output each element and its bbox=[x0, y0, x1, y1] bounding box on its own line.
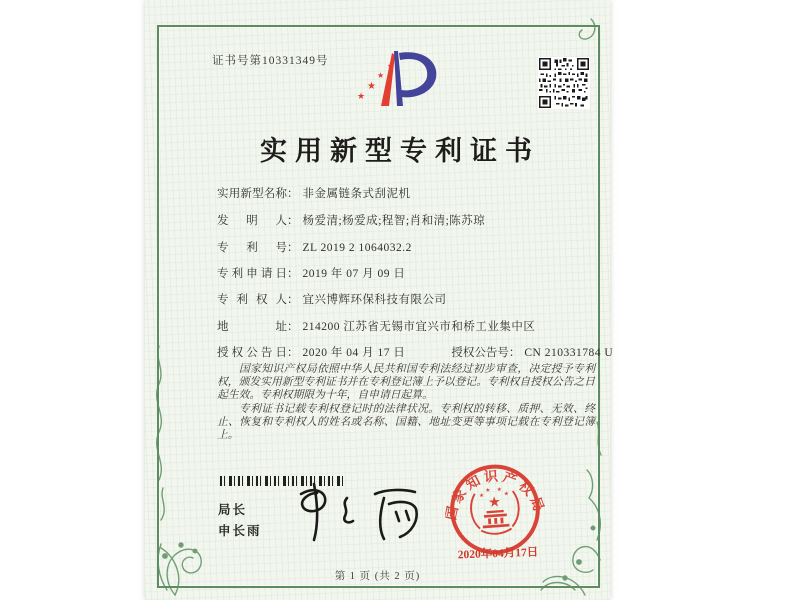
field-label: 实用新型名称 bbox=[217, 188, 287, 200]
legal-text bbox=[217, 363, 595, 442]
cnipa-logo-icon bbox=[355, 46, 447, 112]
svg-text:★: ★ bbox=[485, 487, 491, 495]
svg-text:★: ★ bbox=[496, 486, 503, 494]
field-value: 杨爱清;杨爱成;程智;肖和清;陈苏琼 bbox=[302, 215, 486, 227]
seal-date: 2020年04月17日 bbox=[457, 546, 539, 562]
signer-title: 局长 bbox=[218, 502, 248, 517]
field-row-address: 地址： 214200 江苏省无锡市宜兴市和桥工业集中区 bbox=[217, 318, 597, 334]
qr-code bbox=[538, 57, 590, 109]
svg-text:★: ★ bbox=[387, 62, 394, 70]
field-label: 授权公告号 bbox=[451, 347, 509, 359]
field-label: 专利申请日 bbox=[217, 268, 287, 280]
field-value: 2019 年 07 月 09 日 bbox=[302, 268, 406, 280]
svg-text:★: ★ bbox=[367, 81, 376, 92]
field-row-filing-date: 专利申请日： 2019 年 07 月 09 日 bbox=[217, 265, 597, 281]
svg-text:★: ★ bbox=[357, 91, 366, 101]
field-value: ZL 2019 2 1064032.2 bbox=[302, 242, 412, 254]
field-row-grant bbox=[217, 344, 614, 360]
body-paragraph: 国家知识产权局依照中华人民共和国专利法经过初步审查，决定授予专利权，颁发实用新型专利证书并在专利登记簿上予以登记。专利权自授权公告之日起生效。专利权期限为十年，自申请日起算。 bbox=[217, 363, 595, 402]
field-value: 宜兴博辉环保科技有限公司 bbox=[302, 294, 447, 306]
grant-no-group: 授权公告号： CN 210331784 U bbox=[451, 347, 614, 359]
seal-text: 国家知识产权局 bbox=[443, 468, 548, 522]
national-emblem-icon bbox=[470, 485, 521, 536]
svg-text:★: ★ bbox=[478, 492, 485, 500]
page-footer: 第 1 页 (共 2 页) bbox=[334, 571, 421, 582]
field-label: 发明人 bbox=[217, 215, 287, 227]
svg-text:★: ★ bbox=[381, 97, 389, 106]
field-value: 2020 年 04 月 17 日 bbox=[302, 347, 406, 359]
document-page bbox=[145, 0, 614, 600]
field-label: 地址 bbox=[217, 321, 287, 333]
field-row-inventors: 发明人： 杨爱清;杨爱成;程智;肖和清;陈苏琼 bbox=[217, 212, 597, 228]
field-value: CN 210331784 U bbox=[524, 347, 614, 359]
svg-text:★: ★ bbox=[487, 494, 502, 512]
grant-date-group: 授权公告日： 2020 年 04 月 17 日 bbox=[217, 347, 405, 359]
field-label: 专利号 bbox=[217, 242, 287, 254]
signature-icon bbox=[283, 478, 428, 548]
svg-text:★: ★ bbox=[503, 491, 510, 498]
body-paragraph: 专利证书记载专利权登记时的法律状况。专利权的转移、质押、无效、终止、恢复和专利权人的姓名或名称、国籍、地址变更等事项记载在专利登记簿上。 bbox=[217, 402, 595, 442]
field-value: 214200 江苏省无锡市宜兴市和桥工业集中区 bbox=[302, 321, 536, 333]
signer-name: 申长雨 bbox=[218, 523, 262, 538]
svg-text:国家知识产权局 bbox=[442, 464, 548, 522]
field-value: 非金属链条式刮泥机 bbox=[302, 188, 411, 200]
signer-block bbox=[218, 499, 262, 541]
certificate-title: 实用新型专利证书 bbox=[260, 136, 540, 166]
svg-text:★: ★ bbox=[377, 71, 385, 80]
certificate-number: 证书号第10331349号 bbox=[212, 55, 329, 67]
field-row-name: 实用新型名称： 非金属链条式刮泥机 bbox=[217, 185, 597, 201]
field-label: 授权公告日 bbox=[217, 347, 287, 359]
field-row-patent-no: 专利号： ZL 2019 2 1064032.2 bbox=[217, 239, 597, 255]
field-row-patentee: 专利权人： 宜兴博辉环保科技有限公司 bbox=[217, 291, 597, 307]
field-label: 专利权人 bbox=[217, 294, 287, 306]
